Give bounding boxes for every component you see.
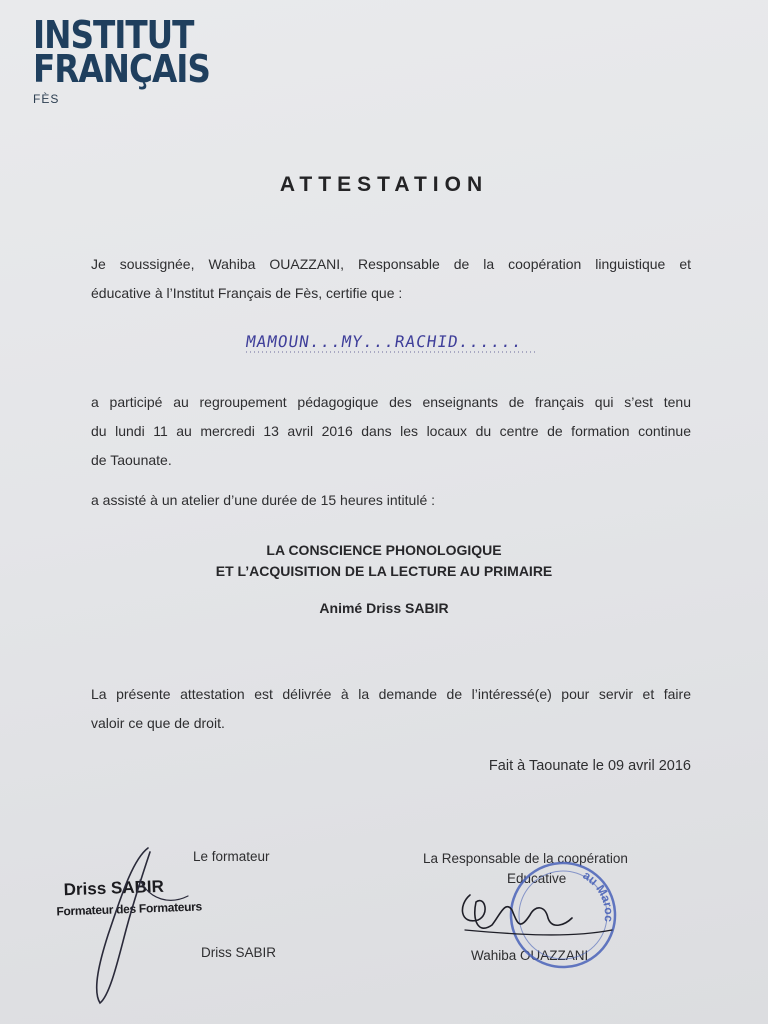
stamp-text: au Maroc <box>580 868 617 923</box>
participation-line-3: de Taounate. <box>91 452 172 468</box>
intro-line-2: éducative à l’Institut Français de Fès, certifie que : <box>91 285 403 301</box>
right-signatory-label-line-2: Educative <box>507 871 567 886</box>
formateur-stamp-name: Driss SABIR <box>63 876 165 900</box>
participation-line-2: du lundi 11 au mercredi 13 avril 2016 dans les locaux du centre de formation continue <box>91 423 691 439</box>
workshop-title-line-2: ET L’ACQUISITION DE LA LECTURE AU PRIMAIRE <box>215 563 553 579</box>
document-title: ATTESTATION <box>279 173 489 196</box>
intro-paragraph <box>91 250 691 308</box>
left-signatory-label: Le formateur <box>193 849 270 864</box>
logo-line-2: FRANÇAIS <box>33 47 210 91</box>
workshop-title <box>0 540 768 582</box>
workshop-facilitator: Animé Driss SABIR <box>319 600 449 616</box>
place-and-date: Fait à Taounate le 09 avril 2016 <box>488 758 691 774</box>
intro-line-1: Je soussignée, Wahiba OUAZZANI, Responsable de la coopération linguistique et <box>91 256 691 272</box>
atelier-intro <box>91 486 691 515</box>
workshop-title-line-1: LA CONSCIENCE PHONOLOGIQUE <box>266 542 502 558</box>
formateur-stamp <box>55 875 202 918</box>
closing-line-2: valoir ce que de droit. <box>91 715 225 731</box>
closing-paragraph <box>91 680 691 738</box>
atelier-intro-line: a assisté à un atelier d’une durée de 15 heures intitulé : <box>91 492 436 508</box>
participation-line-1: a participé au regroupement pédagogique des enseignants de français qui s’est tenu <box>91 394 691 410</box>
institut-francais-logo <box>33 13 239 106</box>
formateur-stamp-title: Formateur des Formateurs <box>56 899 203 919</box>
left-signature-stroke <box>97 848 150 1003</box>
right-signatory-printed-name: Wahiba OUAZZANI <box>471 948 589 963</box>
right-signature-stroke <box>462 895 572 928</box>
left-signatory-printed-name: Driss SABIR <box>201 945 277 960</box>
logo-line-1: INSTITUT <box>33 13 194 57</box>
closing-line-1: La présente attestation est délivrée à la demande de l’intéressé(e) pour servir et faire <box>91 686 691 702</box>
logo-city: FÈS <box>33 92 60 106</box>
recipient-name: MAMOUN...MY...RACHID...... <box>244 332 524 351</box>
participation-paragraph <box>91 388 691 475</box>
right-signatory-label-line-1: La Responsable de la coopération <box>423 851 628 866</box>
right-signature-underline <box>465 930 612 935</box>
